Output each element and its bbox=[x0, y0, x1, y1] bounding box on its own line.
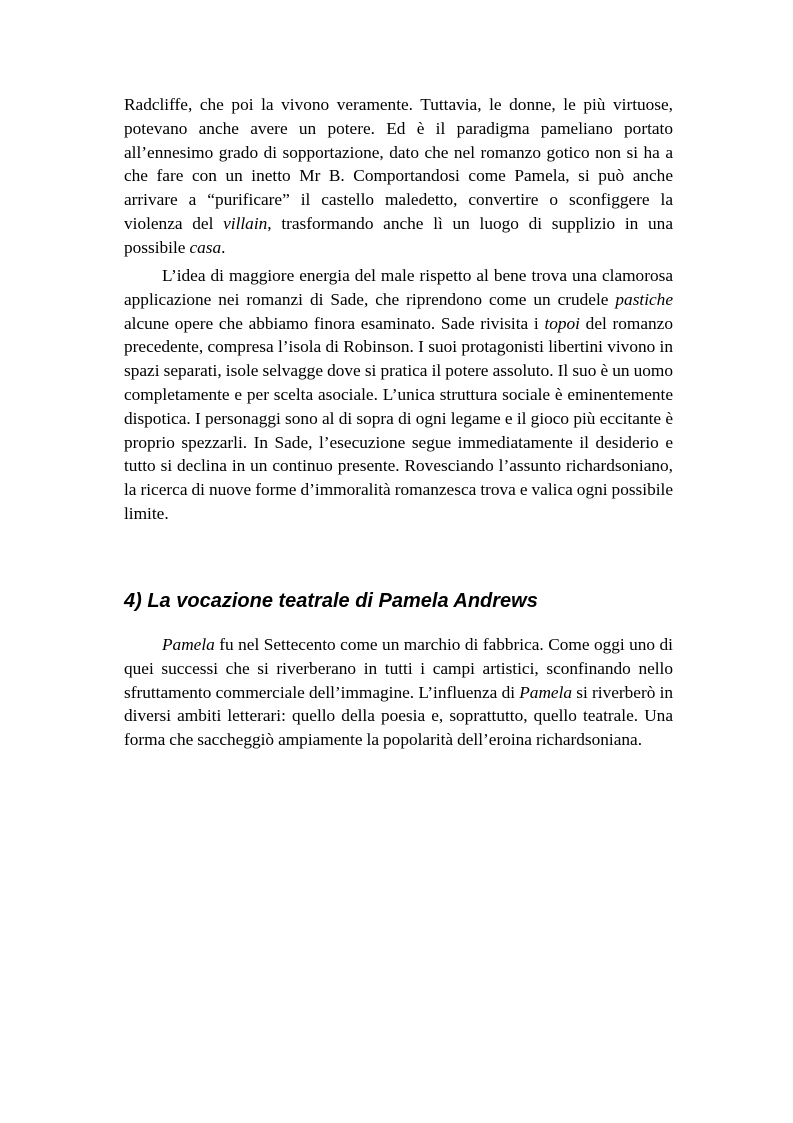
text-segment: , trasformando anche lì un luogo di supplizio in una possibile bbox=[124, 213, 673, 257]
text-segment: Radcliffe, che poi la vivono veramente. Tuttavia, le donne, le più virtuose, potevano anche avere un potere. Ed è il paradigma pameliano portato all’ennesimo grado di sopportazione, dato che nel romanzo gotico non si ha a che fare con un inetto Mr B. Comportandosi come Pamela, si può anche arrivare a “purificare” il castello maledetto, convertire o sconfiggere la violenza del bbox=[124, 95, 673, 233]
paragraph-pamela bbox=[124, 633, 673, 752]
italic-term-villain: villain bbox=[223, 213, 268, 233]
section-heading: 4) La vocazione teatrale di Pamela Andrews bbox=[124, 590, 538, 612]
paragraph-radcliffe bbox=[124, 93, 673, 260]
paragraph-sade bbox=[124, 264, 673, 526]
italic-term-pastiche: pastiche bbox=[615, 289, 673, 309]
italic-term-topoi: topoi bbox=[544, 313, 580, 333]
italic-term-casa: casa bbox=[189, 237, 222, 257]
text-segment: L’idea di maggiore energia del male rispetto al bene trova una clamorosa applicazione nei romanzi di Sade, che riprendono come un crudele bbox=[124, 266, 673, 309]
text-segment: si riverberò in diversi ambiti letterari: quello della poesia e, soprattutto, quello teatrale. Una forma che saccheggiò ampiamente la popolarità dell’eroina richardsoniana. bbox=[124, 682, 674, 750]
italic-term-pamela: Pamela bbox=[162, 635, 215, 654]
text-segment: fu nel Settecento come un marchio di fabbrica. Come oggi uno di quei successi che si riverberano in tutti i campi artistici, sconfinando nello sfruttamento commerciale dell’immagine. L’influenza di bbox=[124, 635, 673, 702]
text-segment: del romanzo precedente, compresa l’isola di Robinson. I suoi protagonisti libertini vivono in spazi separati, isole selvagge dove si pratica il potere assoluto. Il suo è un uomo completamente e per scelta asociale. L’unica struttura sociale è eminentemente dispotica. I personaggi sono al di sopra di ogni legame e il gioco più eccitante è proprio spezzarli. In Sade, l’esecuzione segue immediatamente il desiderio e tutto si declina in un continuo presente. Rovesciando l’assunto richardsoniano, la ricerca di nuove forme d’immoralità romanzesca trova e valica ogni possibile limite. bbox=[124, 313, 673, 523]
italic-term-pamela: Pamela bbox=[519, 682, 573, 702]
text-segment: . bbox=[221, 237, 226, 257]
text-segment: alcune opere che abbiamo finora esaminato. Sade rivisita i bbox=[124, 313, 545, 333]
